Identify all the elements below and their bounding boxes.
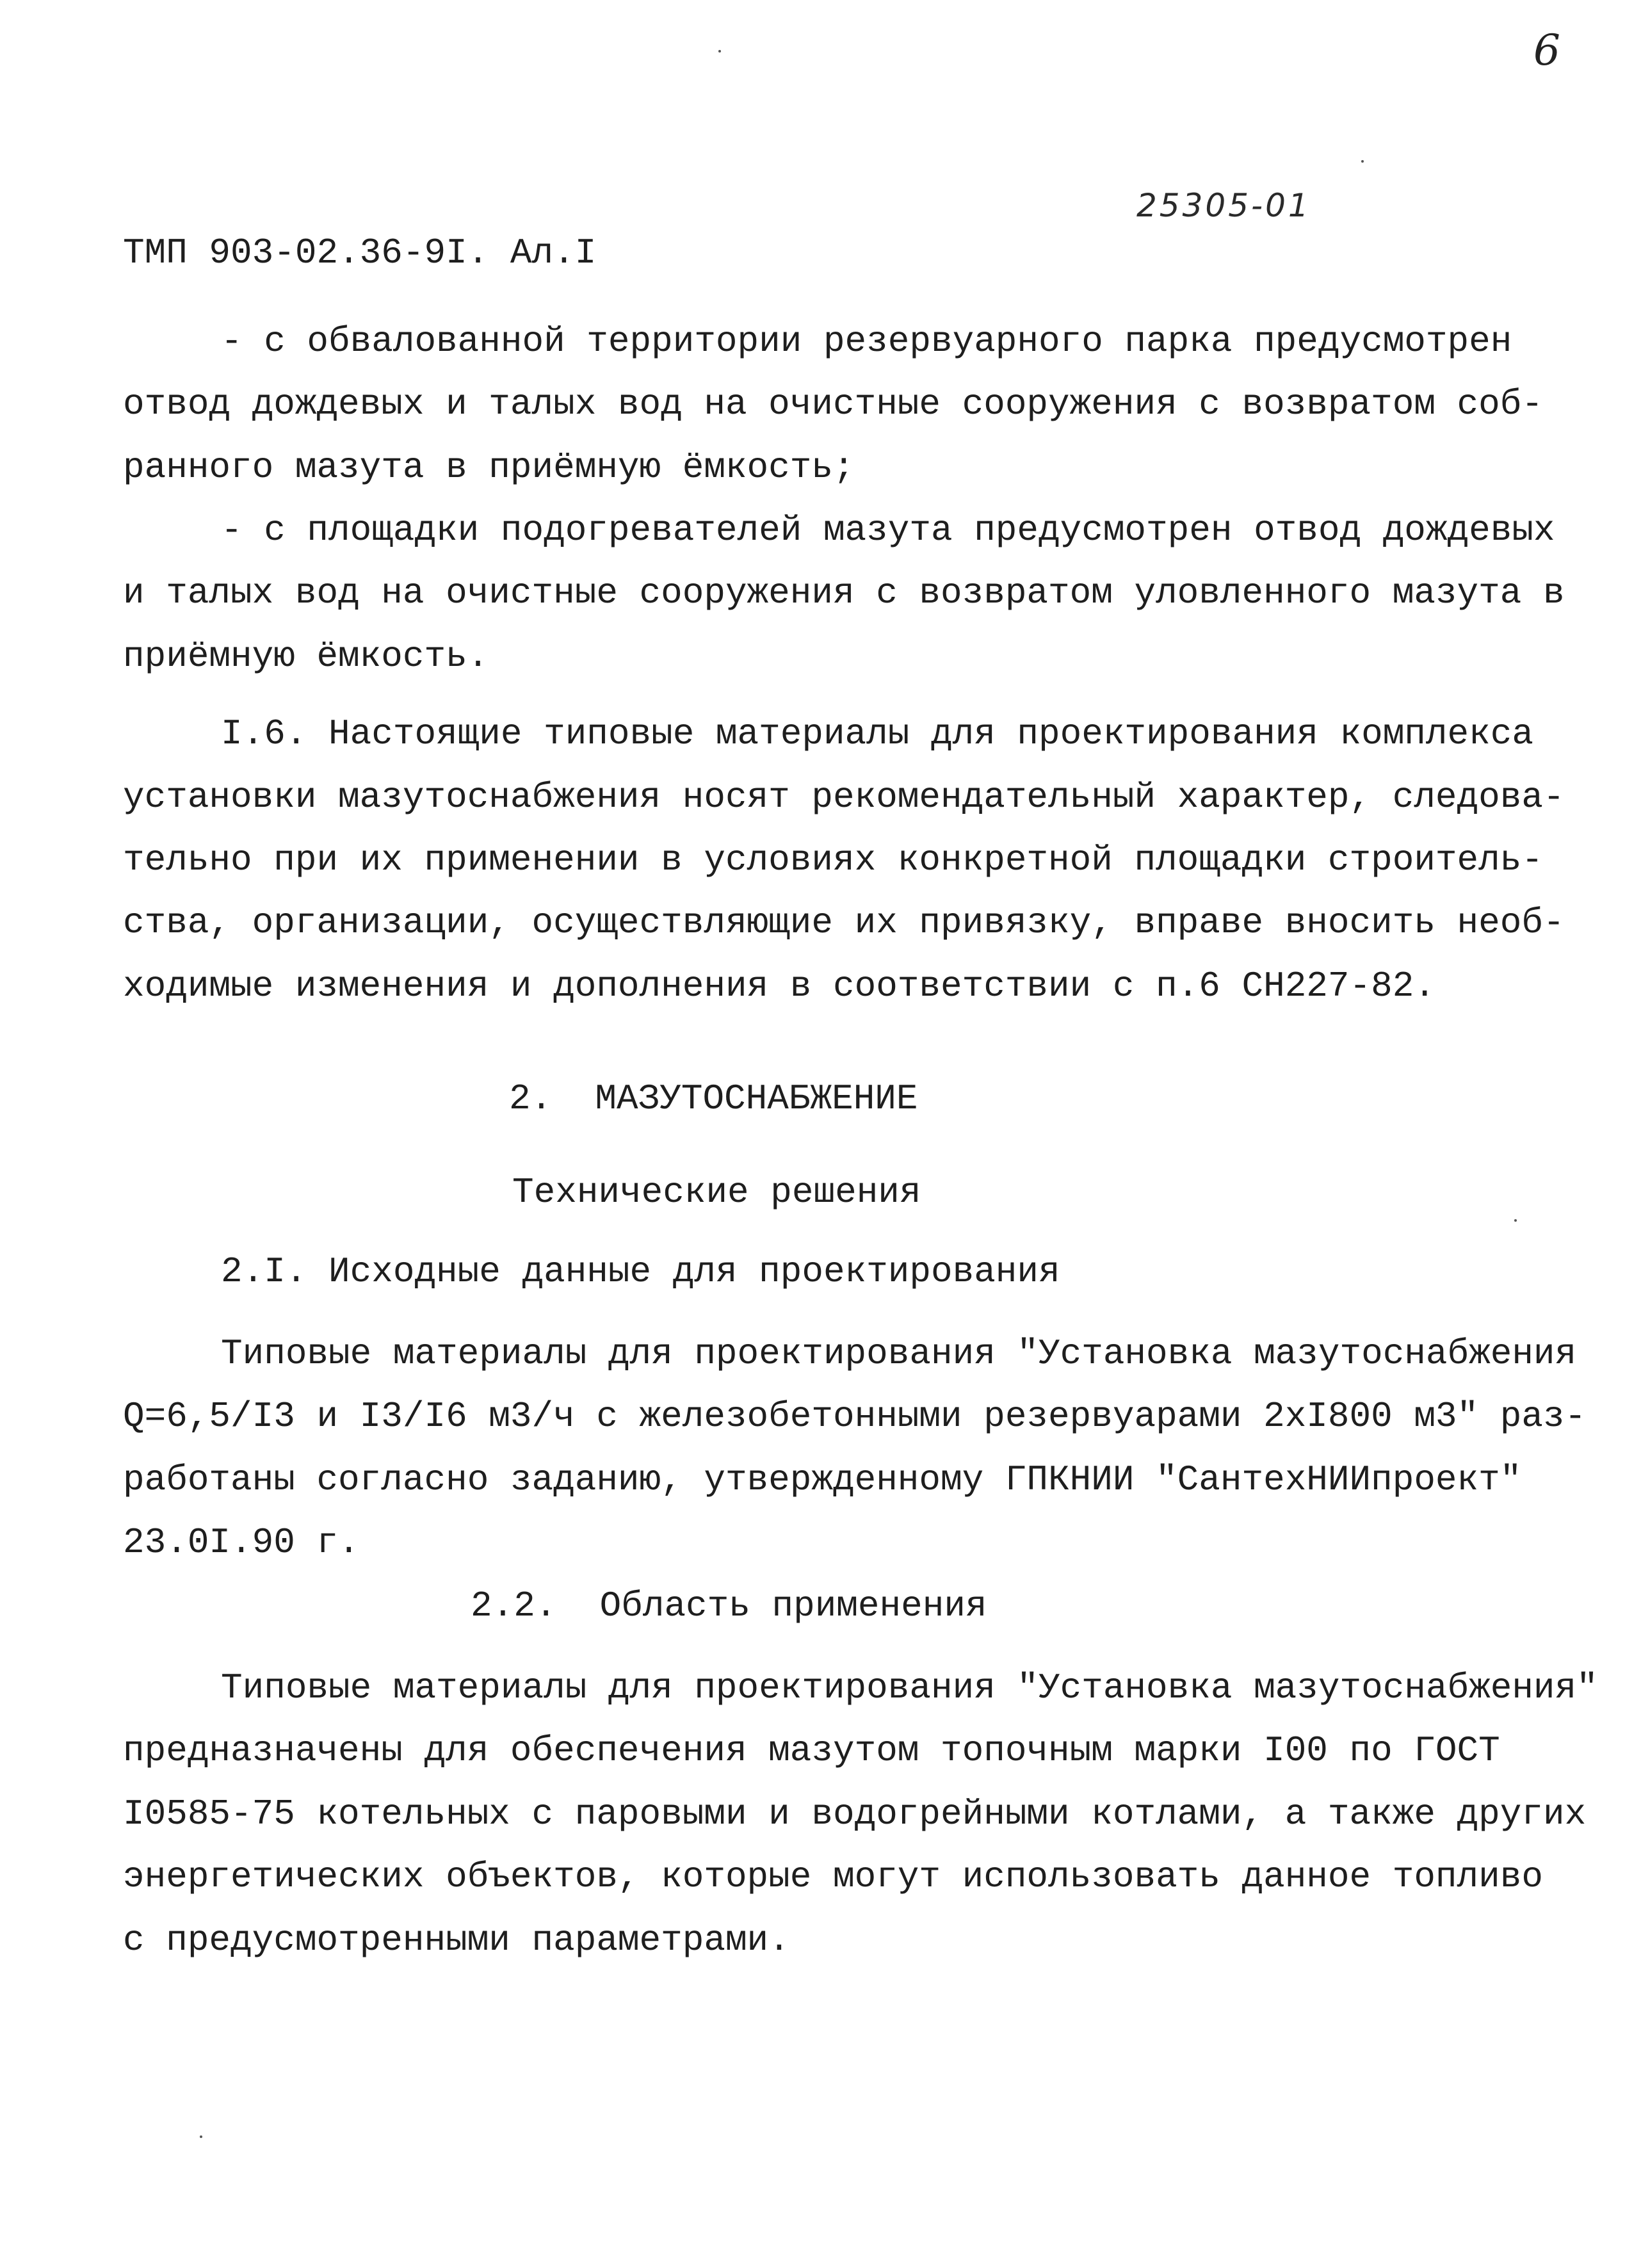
subsection-title: Технические решения (512, 1172, 921, 1213)
text-line: и талых вод на очистные сооружения с возвратом уловленного мазута в (123, 572, 1565, 613)
text-line: Q=6,5/I3 и I3/I6 м3/ч с железобетонными резервуарами 2хI800 м3" раз- (123, 1396, 1587, 1437)
scan-speck (1361, 160, 1364, 163)
text-line: ства, организации, осуществляющие их привязку, вправе вносить необ- (123, 902, 1565, 943)
text-line: работаны согласно заданию, утвержденному ГПКНИИ "СантехНИИпроект" (123, 1459, 1522, 1500)
section-title: 2. МАЗУТОСНАБЖЕНИЕ (509, 1078, 918, 1119)
text-line: энергетических объектов, которые могут использовать данное топливо (123, 1856, 1543, 1897)
item-heading: 2.I. Исходные данные для проектирования (221, 1251, 1060, 1292)
text-line: тельно при их применении в условиях конкретной площадки строитель- (123, 839, 1543, 880)
text-line: ходимые изменения и дополнения в соответствии с п.6 СН227-82. (123, 966, 1435, 1007)
inventory-number-handwritten: 25305-01 (1136, 187, 1311, 224)
text-line: I.6. Настоящие типовые материалы для проектирования комплекса (221, 713, 1533, 754)
text-line: I0585-75 котельных с паровыми и водогрейными котлами, а также других (123, 1794, 1587, 1835)
text-line: приёмную ёмкость. (123, 636, 489, 677)
text-line: установки мазутоснабжения носят рекомендательный характер, следова- (123, 777, 1565, 818)
text-line: - с обвалованной территории резервуарного парка предусмотрен (221, 321, 1512, 362)
document-code: ТМП 903-02.36-9I. Ал.I (123, 232, 597, 273)
text-line: отвод дождевых и талых вод на очистные сооружения с возвратом соб- (123, 384, 1543, 425)
text-line: с предусмотренными параметрами. (123, 1920, 790, 1961)
scan-speck (200, 2135, 202, 2138)
text-line: предназначены для обеспечения мазутом топочным марки I00 по ГОСТ (123, 1730, 1500, 1771)
page-number: 6 (1533, 26, 1560, 75)
text-line: Типовые материалы для проектирования "Установка мазутоснабжения (221, 1333, 1577, 1374)
text-line: 23.0I.90 г. (123, 1522, 360, 1563)
text-line: Типовые материалы для проектирования "Установка мазутоснабжения" (221, 1667, 1598, 1708)
item-heading: 2.2. Область применения (471, 1585, 987, 1626)
scan-speck (1514, 1219, 1517, 1222)
text-line: - с площадки подогревателей мазута предусмотрен отвод дождевых (221, 510, 1555, 551)
text-line: ранного мазута в приёмную ёмкость; (123, 447, 855, 488)
scan-speck (718, 50, 721, 53)
